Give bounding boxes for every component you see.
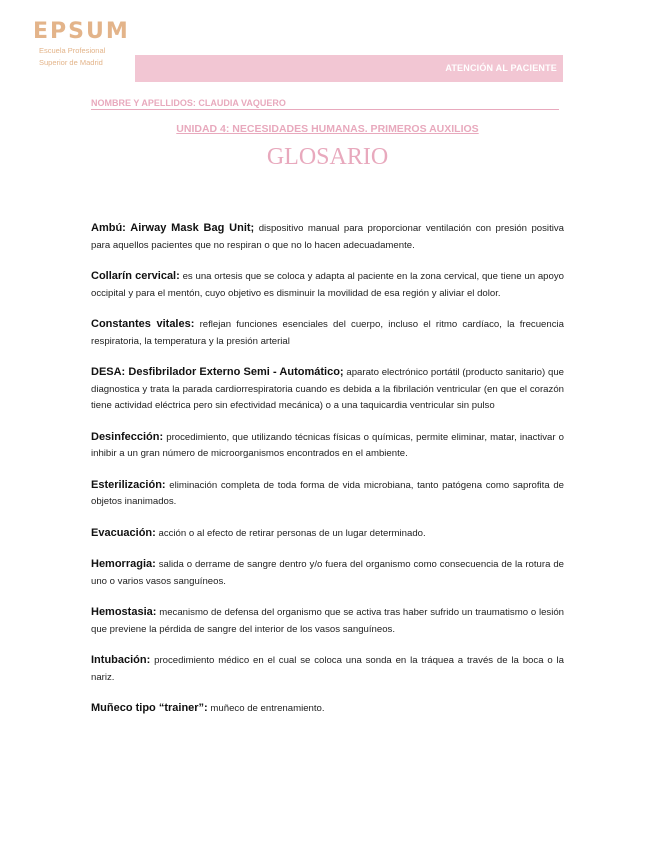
glossary-list	[91, 220, 564, 732]
logo-wordmark: EPSUM	[33, 19, 130, 44]
glossary-entry-desa	[91, 364, 564, 415]
header-bar	[135, 55, 563, 82]
glossary-entry-collarin	[91, 268, 564, 302]
glossary-term: Constantes vitales:	[91, 318, 195, 330]
glossary-definition: reflejan funciones esenciales del cuerpo, incluso el ritmo cardíaco, la frecuencia respiratoria, la temperatura y la presión arterial	[91, 319, 564, 347]
glossary-entry-evacuacion	[91, 525, 564, 543]
glossary-entry-hemorragia	[91, 556, 564, 590]
glossary-definition: salida o derrame de sangre dentro y/o fuera del organismo como consecuencia de la rotura de uno o varios vasos sanguíneos.	[91, 559, 564, 587]
glossary-term: Evacuación:	[91, 526, 156, 539]
glossary-term: Intubación:	[91, 654, 151, 666]
glossary-definition: muñeco de entrenamiento.	[210, 703, 325, 714]
glossary-entry-ambu	[91, 220, 564, 254]
glossary-definition: procedimiento médico en el cual se coloca una sonda en la tráquea a través de la boca o la nariz.	[91, 655, 564, 683]
glossary-term: Hemorragia:	[91, 558, 156, 570]
glossary-definition: procedimiento, que utilizando técnicas físicas o químicas, permite eliminar, matar, inactivar o inhibir a un gran número de microorganismos encontrados en el ambiente.	[91, 431, 564, 459]
glossary-definition: es una ortesis que se coloca y adapta al paciente en la zona cervical, que tiene un apoyo occipital y para el mentón, cuyo objetivo es disminuir la movilidad de esa región y aliviar el dolor.	[91, 271, 564, 299]
glossary-definition: mecanismo de defensa del organismo que se activa tras haber sufrido un traumatismo o lesión que previene la pérdida de sangre del interior de los vasos sanguíneos.	[91, 607, 565, 635]
glossary-term: Collarín cervical:	[91, 270, 180, 282]
glossary-entry-desinfeccion	[91, 429, 564, 463]
glossary-definition: dispositivo manual para proporcionar ventilación con presión positiva para aquellos pacientes que no respiran o que no lo hacen adecuadamente.	[91, 223, 564, 251]
glossary-entry-constantes	[91, 316, 564, 350]
glossary-definition: aparato electrónico portátil (producto sanitario) que diagnostica y trata la parada cardiorrespiratoria cuando es debida a la fibrilación ventricular (en que el corazón tiene actividad eléctrica pero sin efectividad mecánica) o a una taquicardia ventricular sin pulso	[91, 367, 564, 411]
glossary-entry-hemostasia	[91, 604, 564, 638]
glossary-term: DESA: Desfibrilador Externo Semi - Automático;	[91, 366, 344, 378]
glossary-term: Desinfección:	[91, 430, 164, 443]
glossary-term: Ambú: Airway Mask Bag Unit;	[91, 222, 255, 234]
logo-subtitle-line-2: Superior de Madrid	[39, 58, 103, 67]
glossary-entry-intubacion	[91, 652, 564, 686]
glossary-entry-muneco	[91, 700, 564, 718]
student-name-line: NOMBRE Y APELLIDOS: CLAUDIA VAQUERO	[91, 98, 559, 110]
glossary-term: Muñeco tipo “trainer”:	[91, 702, 208, 714]
epsum-logo	[33, 20, 133, 68]
page-title: GLOSARIO	[266, 144, 389, 170]
glossary-term: Esterilización:	[91, 478, 166, 491]
glossary-definition: acción o al efecto de retirar personas de un lugar determinado.	[158, 527, 426, 539]
logo-subtitle-line-1: Escuela Profesional	[39, 46, 106, 55]
unit-heading: UNIDAD 4: NECESIDADES HUMANAS. PRIMEROS AUXILIOS	[176, 123, 479, 135]
glossary-definition: eliminación completa de toda forma de vida microbiana, tanto patógena como saprofita de objetos inanimados.	[91, 479, 564, 507]
glossary-term: Hemostasia:	[91, 606, 157, 618]
glossary-entry-esterilizacion	[91, 477, 564, 511]
header-label: ATENCIÓN AL PACIENTE	[445, 63, 557, 73]
